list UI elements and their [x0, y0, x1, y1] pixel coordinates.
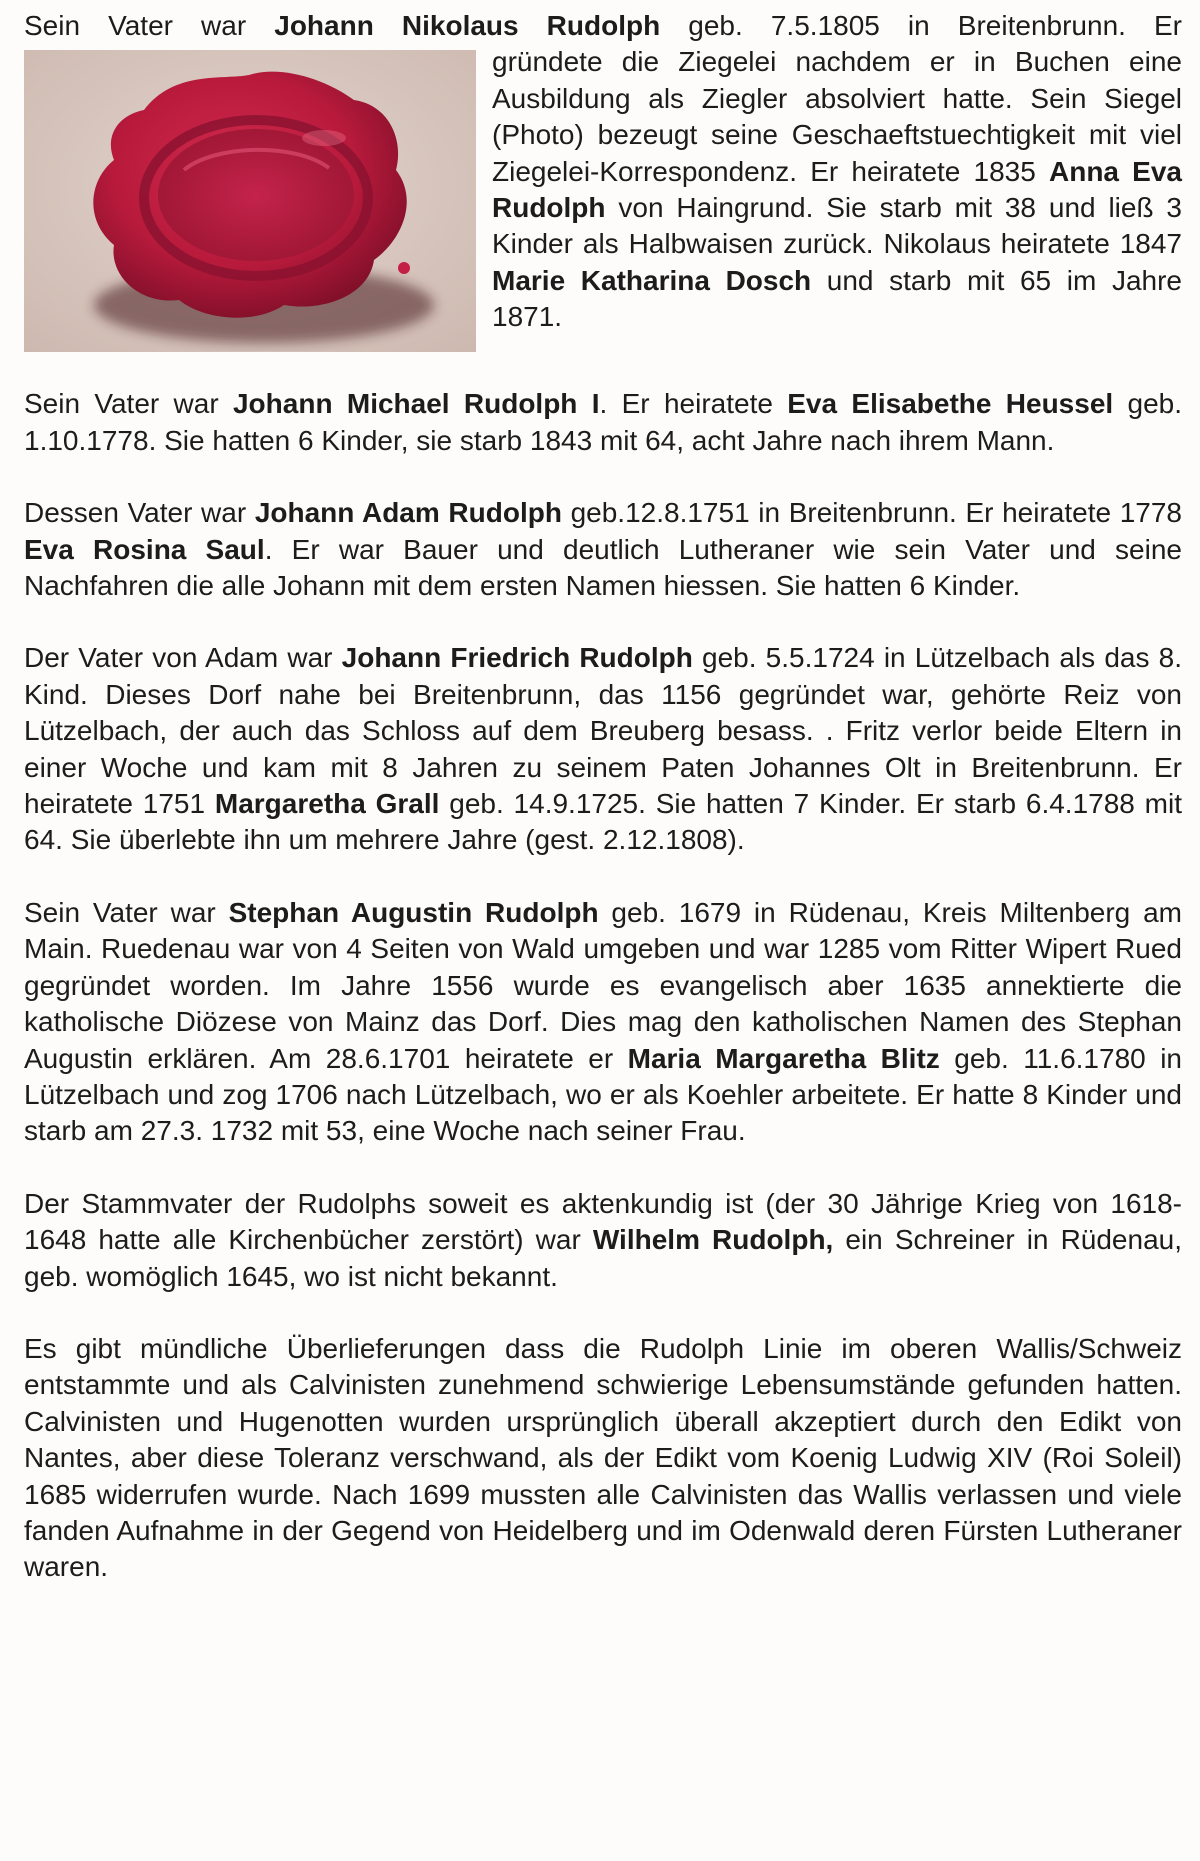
text-segment: geb. 7.5.1805 in Breitenbrunn. Er	[660, 10, 1182, 41]
person-name-anna-eva: Anna Eva Rudolph	[492, 155, 1182, 224]
person-name-eva-rosina: Eva Rosina Saul	[24, 533, 265, 565]
paragraph-gap	[24, 859, 1182, 895]
paragraph-gap	[24, 1150, 1182, 1186]
paragraph-wallis	[24, 1331, 1182, 1586]
paragraph-gap	[24, 459, 1182, 495]
text-segment: geb. 1679 in Rüdenau, Kreis Miltenberg am Main. Ruedenau war von 4 Seiten von Wald umgeben und war 1285 vom Ritter Wipert Rued gegründet worden. Im Jahre 1556 wurde es evangelisch aber 1635 annektierte die katholische Diözese von Mainz das Dorf. Dies mag den katholischen Namen des Stephan Augustin erklären. Am 28.6.1701 heiratete er	[24, 896, 1183, 1074]
wax-seal-image	[24, 50, 476, 352]
text-segment: Sein Vater war	[24, 388, 233, 420]
person-name-wilhelm: Wilhelm Rudolph,	[592, 1224, 834, 1256]
text-segment: Es gibt mündliche Überlieferungen dass die Rudolph Linie im oberen Wallis/Schweiz entstammte und als Calvinisten zunehmend schwierige Lebensumstände gefunden hatten. Calvinisten und Hugenotten wurden ursprünglich überall akzeptiert durch den Edikt von Nantes, aber diese Toleranz verschwand, als der Edikt vom Koenig Ludwig XIV (Roi Soleil) 1685 widerrufen wurde. Nach 1699 mussten alle Calvinisten das Wallis verlassen und viele fanden Aufnahme in der Gegend von Heidelberg und im Odenwald deren Fürsten Lutheraner waren.	[24, 1332, 1182, 1583]
text-segment: Sein Vater war	[24, 10, 275, 41]
person-name-johann-friedrich: Johann Friedrich Rudolph	[341, 642, 693, 674]
text-segment: . Er war Bauer und deutlich Lutheraner wie sein Vater und seine Nachfahren die alle Johann mit dem ersten Namen hiessen. Sie hatten 6 Kinder.	[24, 533, 1182, 602]
text-segment: . Er heiratete	[599, 388, 788, 420]
text-segment: und starb mit 65 im Jahre 1871.	[492, 264, 1182, 333]
text-segment: geb.12.8.1751 in Breitenbrunn. Er heiratete 1778	[561, 497, 1182, 529]
person-name-johann-nikolaus: Johann Nikolaus Rudolph	[274, 10, 661, 41]
paragraph-stephan	[24, 895, 1182, 1150]
text-segment: Sein Vater war	[24, 896, 229, 928]
paragraph-michael	[24, 386, 1182, 459]
paragraph-nikolaus	[24, 8, 1182, 336]
text-segment: gründete die Ziegelei nachdem er in Buchen eine Ausbildung als Ziegler absolviert hatte. Sein Siegel (Photo) bezeugt seine Geschaeftstuechtigkeit mit viel Ziegelei-Korrespondenz. Er heiratete 1835	[492, 46, 1182, 187]
person-name-eva-elisabethe: Eva Elisabethe Heussel	[787, 388, 1114, 420]
text-segment: geb. 11.6.1780 in Lützelbach und zog 1706 nach Lützelbach, wo er als Koehler arbeitete. Er hatte 8 Kinder und starb am 27.3. 1732 mit 53, eine Woche nach seiner Frau.	[24, 1042, 1182, 1147]
person-name-margaretha-grall: Margaretha Grall	[214, 788, 440, 820]
person-name-johann-adam: Johann Adam Rudolph	[254, 497, 562, 529]
paragraph-wilhelm	[24, 1186, 1182, 1295]
person-name-stephan-augustin: Stephan Augustin Rudolph	[228, 896, 599, 928]
paragraph-first-line	[24, 8, 1182, 44]
wax-seal-photo	[24, 50, 476, 352]
text-segment: geb. 14.9.1725. Sie hatten 7 Kinder. Er starb 6.4.1788 mit 64. Sie überlebte ihn um mehrere Jahre (gest. 2.12.1808).	[24, 788, 1182, 856]
paragraph-gap	[24, 356, 1182, 386]
text-segment: Der Vater von Adam war	[24, 642, 342, 674]
person-name-maria-margaretha: Maria Margaretha Blitz	[627, 1042, 940, 1074]
text-segment: ein Schreiner in Rüdenau, geb. womöglich 1645, wo ist nicht bekannt.	[24, 1224, 1183, 1292]
text-segment: geb. 5.5.1724 in Lützelbach als das 8. Kind. Dieses Dorf nahe bei Breitenbrunn, das 1156 gegründet war, gehörte Reiz von Lützelbach, der auch das Schloss auf dem Breuberg besass. . Fritz verlor beide Eltern in einer Woche und kam mit 8 Jahren zu seinem Paten Johannes Olt in Breitenbrunn. Er heiratete 1751	[24, 642, 1182, 820]
paragraph-adam	[24, 495, 1182, 604]
person-name-marie-katharina: Marie Katharina Dosch	[492, 264, 812, 296]
text-segment: von Haingrund. Sie starb mit 38 und ließ 3 Kinder als Halbwaisen zurück. Nikolaus heiratete 1847	[492, 192, 1182, 260]
paragraph-gap	[24, 604, 1182, 640]
paragraph-gap	[24, 1295, 1182, 1331]
paragraph-friedrich	[24, 640, 1182, 858]
text-segment: Der Stammvater der Rudolphs soweit es aktenkundig ist (der 30 Jährige Krieg von 1618-1648 hatte alle Kirchenbücher zerstört) war	[24, 1187, 1182, 1256]
person-name-johann-michael: Johann Michael Rudolph I	[232, 388, 600, 420]
text-segment: Dessen Vater war	[24, 497, 255, 529]
text-segment: geb. 1.10.1778. Sie hatten 6 Kinder, sie starb 1843 mit 64, acht Jahre nach ihrem Mann.	[24, 388, 1182, 456]
